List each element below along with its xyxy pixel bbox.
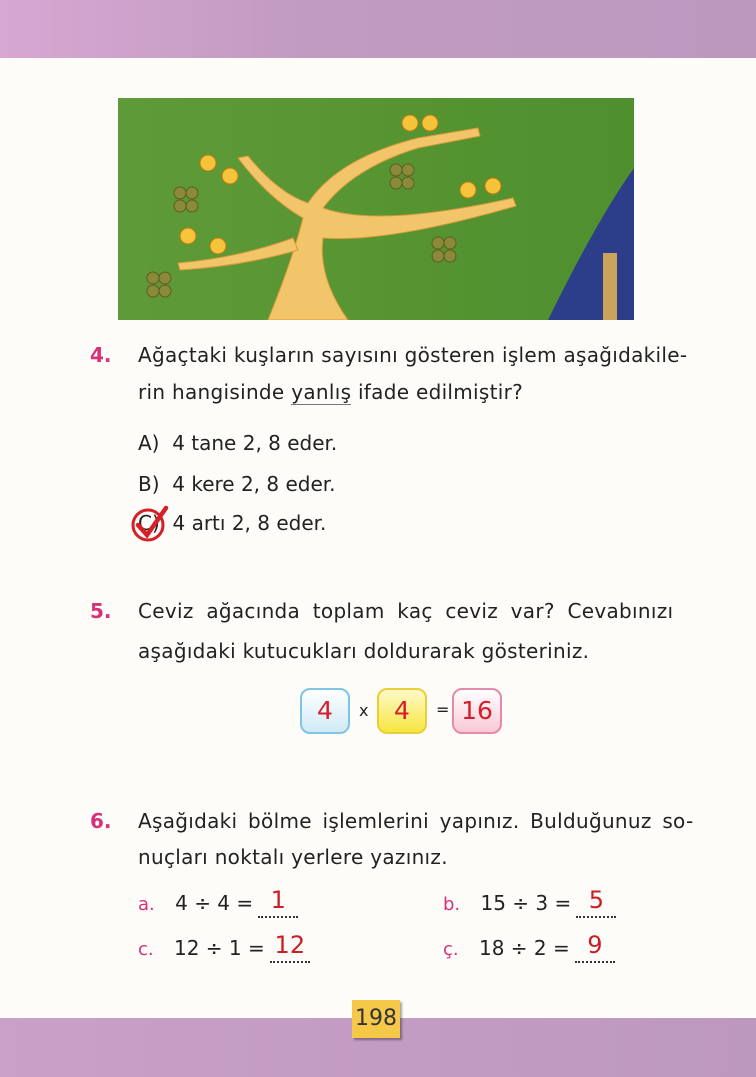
item-label: ç. bbox=[443, 939, 459, 960]
division-item-c bbox=[138, 933, 310, 963]
checkmark-icon bbox=[128, 503, 172, 547]
item-expression: 12 ÷ 1 = bbox=[173, 936, 265, 960]
answer: 9 bbox=[587, 931, 603, 959]
question-5-number: 5. bbox=[90, 599, 112, 623]
answer-box-1[interactable]: 4 bbox=[300, 688, 350, 734]
division-item-a bbox=[138, 888, 298, 918]
option-label: A) bbox=[138, 431, 160, 455]
question-6-text-line2: nuçları noktalı yerlere yazınız. bbox=[138, 845, 448, 869]
text: rin hangisinde bbox=[138, 380, 292, 404]
answer-blank[interactable] bbox=[258, 888, 298, 918]
answer-blank[interactable] bbox=[575, 933, 615, 963]
equals-sign: = bbox=[436, 700, 450, 719]
question-4-number: 4. bbox=[90, 343, 112, 367]
question-6-text-line1: Aşağıdaki bölme işlemlerini yapınız. Bulduğunuz so- bbox=[138, 809, 694, 833]
item-expression: 4 ÷ 4 = bbox=[175, 891, 254, 915]
question-4-text-line1: Ağaçtaki kuşların sayısını gösteren işlem aşağıdakile- bbox=[138, 343, 688, 367]
top-banner bbox=[0, 0, 756, 58]
question-5-text-line2: aşağıdaki kutucukları doldurarak gösteriniz. bbox=[138, 639, 590, 663]
option-label: C) bbox=[138, 511, 160, 535]
option-b[interactable] bbox=[138, 472, 336, 496]
item-expression: 15 ÷ 3 = bbox=[480, 891, 572, 915]
option-text: 4 kere 2, 8 eder. bbox=[172, 472, 336, 496]
text: ifade edilmiştir? bbox=[351, 380, 524, 404]
answer-box-3[interactable]: 16 bbox=[452, 688, 502, 734]
item-label: b. bbox=[443, 894, 461, 915]
option-a[interactable] bbox=[138, 431, 337, 455]
answer: 12 bbox=[274, 931, 306, 959]
answer-blank[interactable] bbox=[576, 888, 616, 918]
division-item-b bbox=[443, 888, 616, 918]
option-text: 4 artı 2, 8 eder. bbox=[172, 511, 327, 535]
multiply-sign: x bbox=[359, 701, 369, 720]
division-item-c-cedilla bbox=[443, 933, 615, 963]
option-label: B) bbox=[138, 472, 160, 496]
item-label: c. bbox=[138, 939, 154, 960]
option-text: 4 tane 2, 8 eder. bbox=[172, 431, 338, 455]
item-expression: 18 ÷ 2 = bbox=[478, 936, 570, 960]
question-6-number: 6. bbox=[90, 809, 112, 833]
answer-box-2[interactable]: 4 bbox=[377, 688, 427, 734]
answer: 1 bbox=[270, 886, 286, 914]
question-4-text-line2 bbox=[138, 380, 523, 404]
underlined-word: yanlış bbox=[291, 380, 352, 404]
question-5-text-line1: Ceviz ağacında toplam kaç ceviz var? Cevabınızı bbox=[138, 599, 674, 623]
item-label: a. bbox=[138, 894, 155, 915]
tree-birds-illustration bbox=[118, 98, 634, 320]
answer: 5 bbox=[588, 886, 604, 914]
answer-blank[interactable] bbox=[270, 933, 310, 963]
page-number: 198 bbox=[352, 1000, 400, 1038]
